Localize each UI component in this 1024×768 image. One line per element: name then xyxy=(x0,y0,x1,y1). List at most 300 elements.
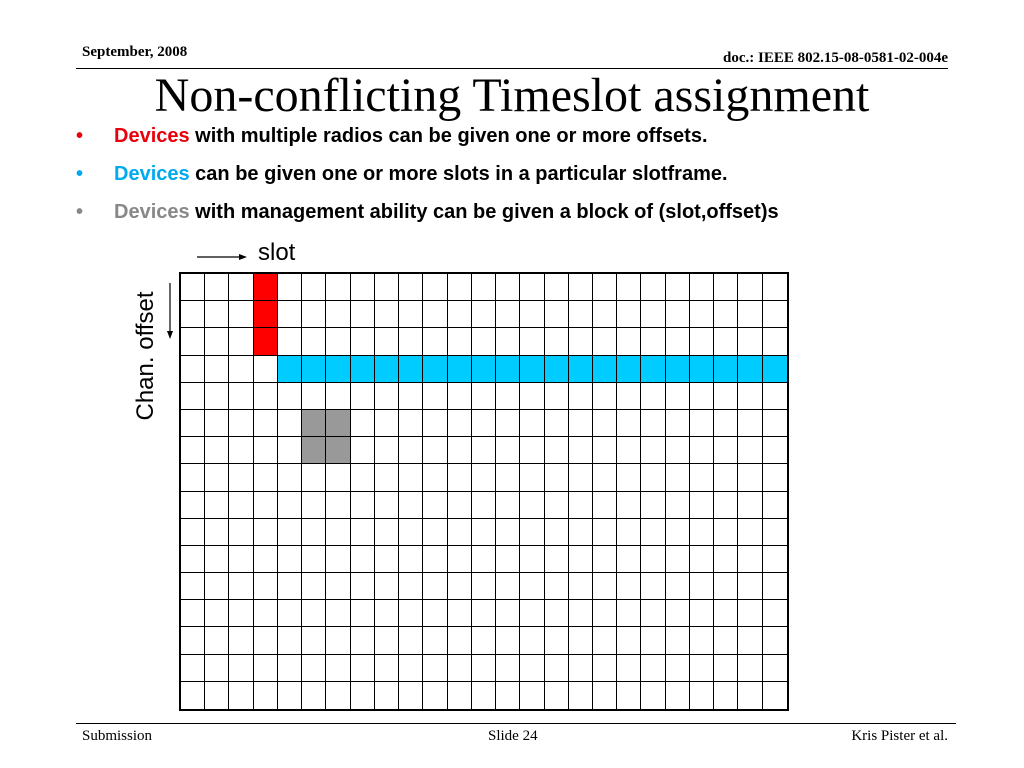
grid-cell xyxy=(302,383,326,410)
grid-cell xyxy=(569,274,593,301)
slotframe-grid xyxy=(179,272,789,711)
assigned-cell xyxy=(254,301,278,328)
grid-cell xyxy=(666,546,690,573)
grid-cell xyxy=(714,437,738,464)
grid-cell xyxy=(399,328,423,355)
grid-cell xyxy=(399,274,423,301)
grid-cell xyxy=(641,573,665,600)
grid-cell xyxy=(690,492,714,519)
grid-cell xyxy=(205,492,229,519)
grid-cell xyxy=(690,328,714,355)
grid-cell xyxy=(641,437,665,464)
grid-cell xyxy=(423,546,447,573)
grid-cell xyxy=(641,410,665,437)
grid-cell xyxy=(205,546,229,573)
assigned-cell xyxy=(326,437,350,464)
grid-cell xyxy=(229,464,253,491)
grid-cell xyxy=(520,274,544,301)
grid-cell xyxy=(229,383,253,410)
grid-cell xyxy=(205,383,229,410)
grid-cell xyxy=(326,328,350,355)
grid-cell xyxy=(569,464,593,491)
grid-cell xyxy=(714,301,738,328)
grid-cell xyxy=(738,519,762,546)
grid-cell xyxy=(714,383,738,410)
grid-cell xyxy=(399,682,423,709)
assigned-cell xyxy=(326,410,350,437)
grid-cell xyxy=(278,301,302,328)
assigned-cell xyxy=(545,356,569,383)
grid-cell xyxy=(302,655,326,682)
grid-cell xyxy=(326,600,350,627)
grid-cell xyxy=(423,410,447,437)
grid-cell xyxy=(326,492,350,519)
grid-cell xyxy=(181,274,205,301)
grid-cell xyxy=(423,383,447,410)
grid-cell xyxy=(326,682,350,709)
assigned-cell xyxy=(326,356,350,383)
grid-cell xyxy=(617,573,641,600)
assigned-cell xyxy=(520,356,544,383)
grid-cell xyxy=(448,410,472,437)
grid-cell xyxy=(326,573,350,600)
grid-cell xyxy=(714,410,738,437)
grid-cell xyxy=(496,301,520,328)
grid-cell xyxy=(641,655,665,682)
assigned-cell xyxy=(278,356,302,383)
grid-cell xyxy=(738,600,762,627)
grid-cell xyxy=(351,464,375,491)
grid-cell xyxy=(278,383,302,410)
grid-cell xyxy=(278,464,302,491)
assigned-cell xyxy=(690,356,714,383)
grid-cell xyxy=(569,410,593,437)
grid-cell xyxy=(375,383,399,410)
grid-cell xyxy=(738,464,762,491)
grid-cell xyxy=(472,492,496,519)
grid-cell xyxy=(520,519,544,546)
grid-cell xyxy=(448,573,472,600)
grid-cell xyxy=(351,301,375,328)
grid-cell xyxy=(205,464,229,491)
grid-cell xyxy=(496,655,520,682)
grid-cell xyxy=(545,301,569,328)
grid-cell xyxy=(520,328,544,355)
grid-cell xyxy=(423,519,447,546)
header-doc-id: doc.: IEEE 802.15-08-0581-02-004e xyxy=(723,50,948,66)
grid-cell xyxy=(714,573,738,600)
grid-cell xyxy=(423,328,447,355)
grid-cell xyxy=(641,383,665,410)
grid-cell xyxy=(763,655,787,682)
grid-cell xyxy=(496,519,520,546)
grid-cell xyxy=(254,492,278,519)
grid-cell xyxy=(205,573,229,600)
grid-cell xyxy=(399,437,423,464)
grid-cell xyxy=(375,328,399,355)
grid-cell xyxy=(326,383,350,410)
grid-cell xyxy=(666,464,690,491)
grid-cell xyxy=(520,546,544,573)
grid-cell xyxy=(448,546,472,573)
grid-cell xyxy=(351,437,375,464)
grid-cell xyxy=(351,492,375,519)
grid-cell xyxy=(375,301,399,328)
grid-cell xyxy=(181,356,205,383)
grid-cell xyxy=(545,573,569,600)
grid-cell xyxy=(399,546,423,573)
grid-cell xyxy=(738,328,762,355)
grid-cell xyxy=(617,410,641,437)
grid-cell xyxy=(351,328,375,355)
grid-cell xyxy=(593,627,617,654)
grid-cell xyxy=(375,546,399,573)
grid-cell xyxy=(593,682,617,709)
bullet-marker: • xyxy=(76,201,84,223)
assigned-cell xyxy=(641,356,665,383)
grid-cell xyxy=(472,600,496,627)
grid-cell xyxy=(254,627,278,654)
grid-cell xyxy=(617,328,641,355)
grid-cell xyxy=(302,492,326,519)
grid-cell xyxy=(278,492,302,519)
grid-cell xyxy=(641,301,665,328)
grid-cell xyxy=(205,682,229,709)
grid-cell xyxy=(641,600,665,627)
grid-cell xyxy=(496,410,520,437)
grid-cell xyxy=(738,682,762,709)
grid-cell xyxy=(423,600,447,627)
grid-cell xyxy=(714,546,738,573)
grid-cell xyxy=(375,410,399,437)
grid-cell xyxy=(278,328,302,355)
grid-cell xyxy=(545,546,569,573)
grid-cell xyxy=(690,682,714,709)
grid-cell xyxy=(399,410,423,437)
grid-cell xyxy=(545,328,569,355)
grid-cell xyxy=(763,437,787,464)
grid-cell xyxy=(351,655,375,682)
assigned-cell xyxy=(593,356,617,383)
bullet-text: can be given one or more slots in a particular slotframe. xyxy=(189,163,728,185)
grid-cell xyxy=(569,383,593,410)
grid-cell xyxy=(545,437,569,464)
grid-cell xyxy=(641,464,665,491)
grid-cell xyxy=(229,682,253,709)
grid-cell xyxy=(763,410,787,437)
grid-cell xyxy=(278,682,302,709)
grid-cell xyxy=(254,600,278,627)
grid-cell xyxy=(205,627,229,654)
grid-cell xyxy=(205,655,229,682)
grid-cell xyxy=(666,573,690,600)
grid-cell xyxy=(448,627,472,654)
grid-cell xyxy=(254,546,278,573)
grid-cell xyxy=(399,492,423,519)
grid-cell xyxy=(617,437,641,464)
grid-cell xyxy=(545,464,569,491)
grid-cell xyxy=(714,464,738,491)
grid-cell xyxy=(205,519,229,546)
grid-cell xyxy=(448,464,472,491)
grid-cell xyxy=(738,492,762,519)
assigned-cell xyxy=(763,356,787,383)
assigned-cell xyxy=(714,356,738,383)
grid-cell xyxy=(423,437,447,464)
grid-cell xyxy=(399,464,423,491)
grid-cell xyxy=(641,546,665,573)
grid-cell xyxy=(666,600,690,627)
grid-cell xyxy=(690,464,714,491)
assigned-cell xyxy=(302,437,326,464)
grid-cell xyxy=(278,519,302,546)
grid-cell xyxy=(593,573,617,600)
grid-cell xyxy=(302,546,326,573)
grid-cell xyxy=(569,573,593,600)
grid-cell xyxy=(448,437,472,464)
grid-cell xyxy=(569,519,593,546)
grid-cell xyxy=(690,274,714,301)
grid-cell xyxy=(229,519,253,546)
grid-cell xyxy=(254,356,278,383)
grid-cell xyxy=(229,328,253,355)
grid-cell xyxy=(617,301,641,328)
grid-cell xyxy=(738,627,762,654)
grid-cell xyxy=(375,492,399,519)
grid-cell xyxy=(399,600,423,627)
grid-cell xyxy=(617,383,641,410)
grid-cell xyxy=(351,627,375,654)
grid-cell xyxy=(641,274,665,301)
grid-cell xyxy=(326,519,350,546)
grid-cell xyxy=(666,328,690,355)
grid-cell xyxy=(375,600,399,627)
assigned-cell xyxy=(448,356,472,383)
grid-cell xyxy=(229,492,253,519)
grid-cell xyxy=(714,655,738,682)
grid-cell xyxy=(593,600,617,627)
grid-cell xyxy=(763,492,787,519)
grid-cell xyxy=(520,464,544,491)
grid-cell xyxy=(472,328,496,355)
grid-cell xyxy=(375,682,399,709)
grid-cell xyxy=(617,682,641,709)
assigned-cell xyxy=(569,356,593,383)
grid-cell xyxy=(472,301,496,328)
assigned-cell xyxy=(302,410,326,437)
grid-cell xyxy=(569,682,593,709)
grid-cell xyxy=(351,274,375,301)
grid-cell xyxy=(351,410,375,437)
grid-cell xyxy=(229,546,253,573)
assigned-cell xyxy=(254,328,278,355)
grid-cell xyxy=(714,519,738,546)
grid-cell xyxy=(763,383,787,410)
grid-cell xyxy=(496,274,520,301)
grid-cell xyxy=(181,627,205,654)
grid-cell xyxy=(326,464,350,491)
bullet-marker: • xyxy=(76,163,84,185)
grid-cell xyxy=(375,464,399,491)
grid-cell xyxy=(278,600,302,627)
assigned-cell xyxy=(302,356,326,383)
bullet-keyword: Devices xyxy=(114,125,190,147)
grid-cell xyxy=(302,301,326,328)
grid-cell xyxy=(181,600,205,627)
grid-cell xyxy=(181,383,205,410)
grid-cell xyxy=(496,546,520,573)
assigned-cell xyxy=(254,274,278,301)
grid-cell xyxy=(641,328,665,355)
grid-cell xyxy=(472,274,496,301)
grid-cell xyxy=(472,546,496,573)
grid-cell xyxy=(496,328,520,355)
grid-cell xyxy=(472,410,496,437)
offset-arrow-icon xyxy=(167,283,173,339)
grid-cell xyxy=(278,437,302,464)
grid-cell xyxy=(593,655,617,682)
grid-cell xyxy=(569,328,593,355)
grid-cell xyxy=(326,627,350,654)
grid-cell xyxy=(496,464,520,491)
grid-cell xyxy=(448,682,472,709)
grid-cell xyxy=(593,437,617,464)
assigned-cell xyxy=(617,356,641,383)
grid-cell xyxy=(302,600,326,627)
grid-cell xyxy=(763,301,787,328)
grid-cell xyxy=(448,301,472,328)
grid-cell xyxy=(641,627,665,654)
grid-cell xyxy=(302,627,326,654)
grid-cell xyxy=(399,627,423,654)
grid-cell xyxy=(690,546,714,573)
grid-cell xyxy=(326,546,350,573)
grid-cell xyxy=(738,274,762,301)
grid-cell xyxy=(399,301,423,328)
grid-cell xyxy=(326,301,350,328)
grid-cell xyxy=(520,437,544,464)
grid-cell xyxy=(641,682,665,709)
grid-cell xyxy=(351,519,375,546)
grid-cell xyxy=(302,682,326,709)
bullet-text: with management ability can be given a block of (slot,offset)s xyxy=(189,201,779,223)
grid-cell xyxy=(690,410,714,437)
grid-cell xyxy=(763,464,787,491)
grid-cell xyxy=(181,437,205,464)
grid-cell xyxy=(545,274,569,301)
grid-cell xyxy=(278,655,302,682)
grid-cell xyxy=(181,464,205,491)
grid-cell xyxy=(496,437,520,464)
grid-cell xyxy=(472,682,496,709)
grid-cell xyxy=(254,655,278,682)
grid-cell xyxy=(569,600,593,627)
grid-cell xyxy=(617,600,641,627)
grid-cell xyxy=(375,519,399,546)
grid-cell xyxy=(229,573,253,600)
grid-cell xyxy=(472,437,496,464)
grid-cell xyxy=(666,655,690,682)
grid-cell xyxy=(278,546,302,573)
grid-cell xyxy=(229,437,253,464)
grid-cell xyxy=(351,383,375,410)
grid-cell xyxy=(666,519,690,546)
grid-cell xyxy=(545,655,569,682)
grid-cell xyxy=(763,627,787,654)
grid-cell xyxy=(205,356,229,383)
grid-cell xyxy=(423,301,447,328)
grid-cell xyxy=(763,573,787,600)
grid-cell xyxy=(205,328,229,355)
grid-cell xyxy=(254,682,278,709)
grid-cell xyxy=(399,655,423,682)
slot-arrow-icon xyxy=(197,254,247,260)
grid-cell xyxy=(181,546,205,573)
grid-cell xyxy=(229,301,253,328)
grid-cell xyxy=(351,546,375,573)
grid-cell xyxy=(617,274,641,301)
grid-cell xyxy=(714,627,738,654)
grid-cell xyxy=(666,410,690,437)
grid-cell xyxy=(593,328,617,355)
grid-cell xyxy=(423,492,447,519)
grid-cell xyxy=(593,410,617,437)
grid-cell xyxy=(738,410,762,437)
grid-cell xyxy=(472,655,496,682)
slotframe-cells xyxy=(181,274,787,709)
grid-cell xyxy=(593,546,617,573)
grid-cell xyxy=(666,274,690,301)
grid-cell xyxy=(181,410,205,437)
grid-cell xyxy=(205,274,229,301)
grid-cell xyxy=(569,301,593,328)
grid-cell xyxy=(229,600,253,627)
grid-cell xyxy=(593,274,617,301)
grid-cell xyxy=(254,464,278,491)
grid-cell xyxy=(351,600,375,627)
grid-cell xyxy=(278,410,302,437)
grid-cell xyxy=(738,546,762,573)
grid-cell xyxy=(229,627,253,654)
grid-cell xyxy=(472,519,496,546)
grid-cell xyxy=(545,410,569,437)
grid-cell xyxy=(545,627,569,654)
slot-axis-label: slot xyxy=(258,239,296,266)
grid-cell xyxy=(666,627,690,654)
grid-cell xyxy=(278,274,302,301)
grid-cell xyxy=(399,573,423,600)
grid-cell xyxy=(520,682,544,709)
grid-cell xyxy=(520,627,544,654)
grid-cell xyxy=(278,627,302,654)
grid-cell xyxy=(690,573,714,600)
grid-cell xyxy=(545,600,569,627)
grid-cell xyxy=(666,682,690,709)
grid-cell xyxy=(302,519,326,546)
grid-cell xyxy=(448,600,472,627)
grid-cell xyxy=(545,383,569,410)
grid-cell xyxy=(738,383,762,410)
grid-cell xyxy=(738,655,762,682)
grid-cell xyxy=(520,492,544,519)
grid-cell xyxy=(666,492,690,519)
grid-cell xyxy=(738,573,762,600)
grid-cell xyxy=(472,383,496,410)
footer-slide-number: Slide 24 xyxy=(488,728,538,744)
grid-cell xyxy=(763,274,787,301)
grid-cell xyxy=(666,301,690,328)
grid-cell xyxy=(205,600,229,627)
